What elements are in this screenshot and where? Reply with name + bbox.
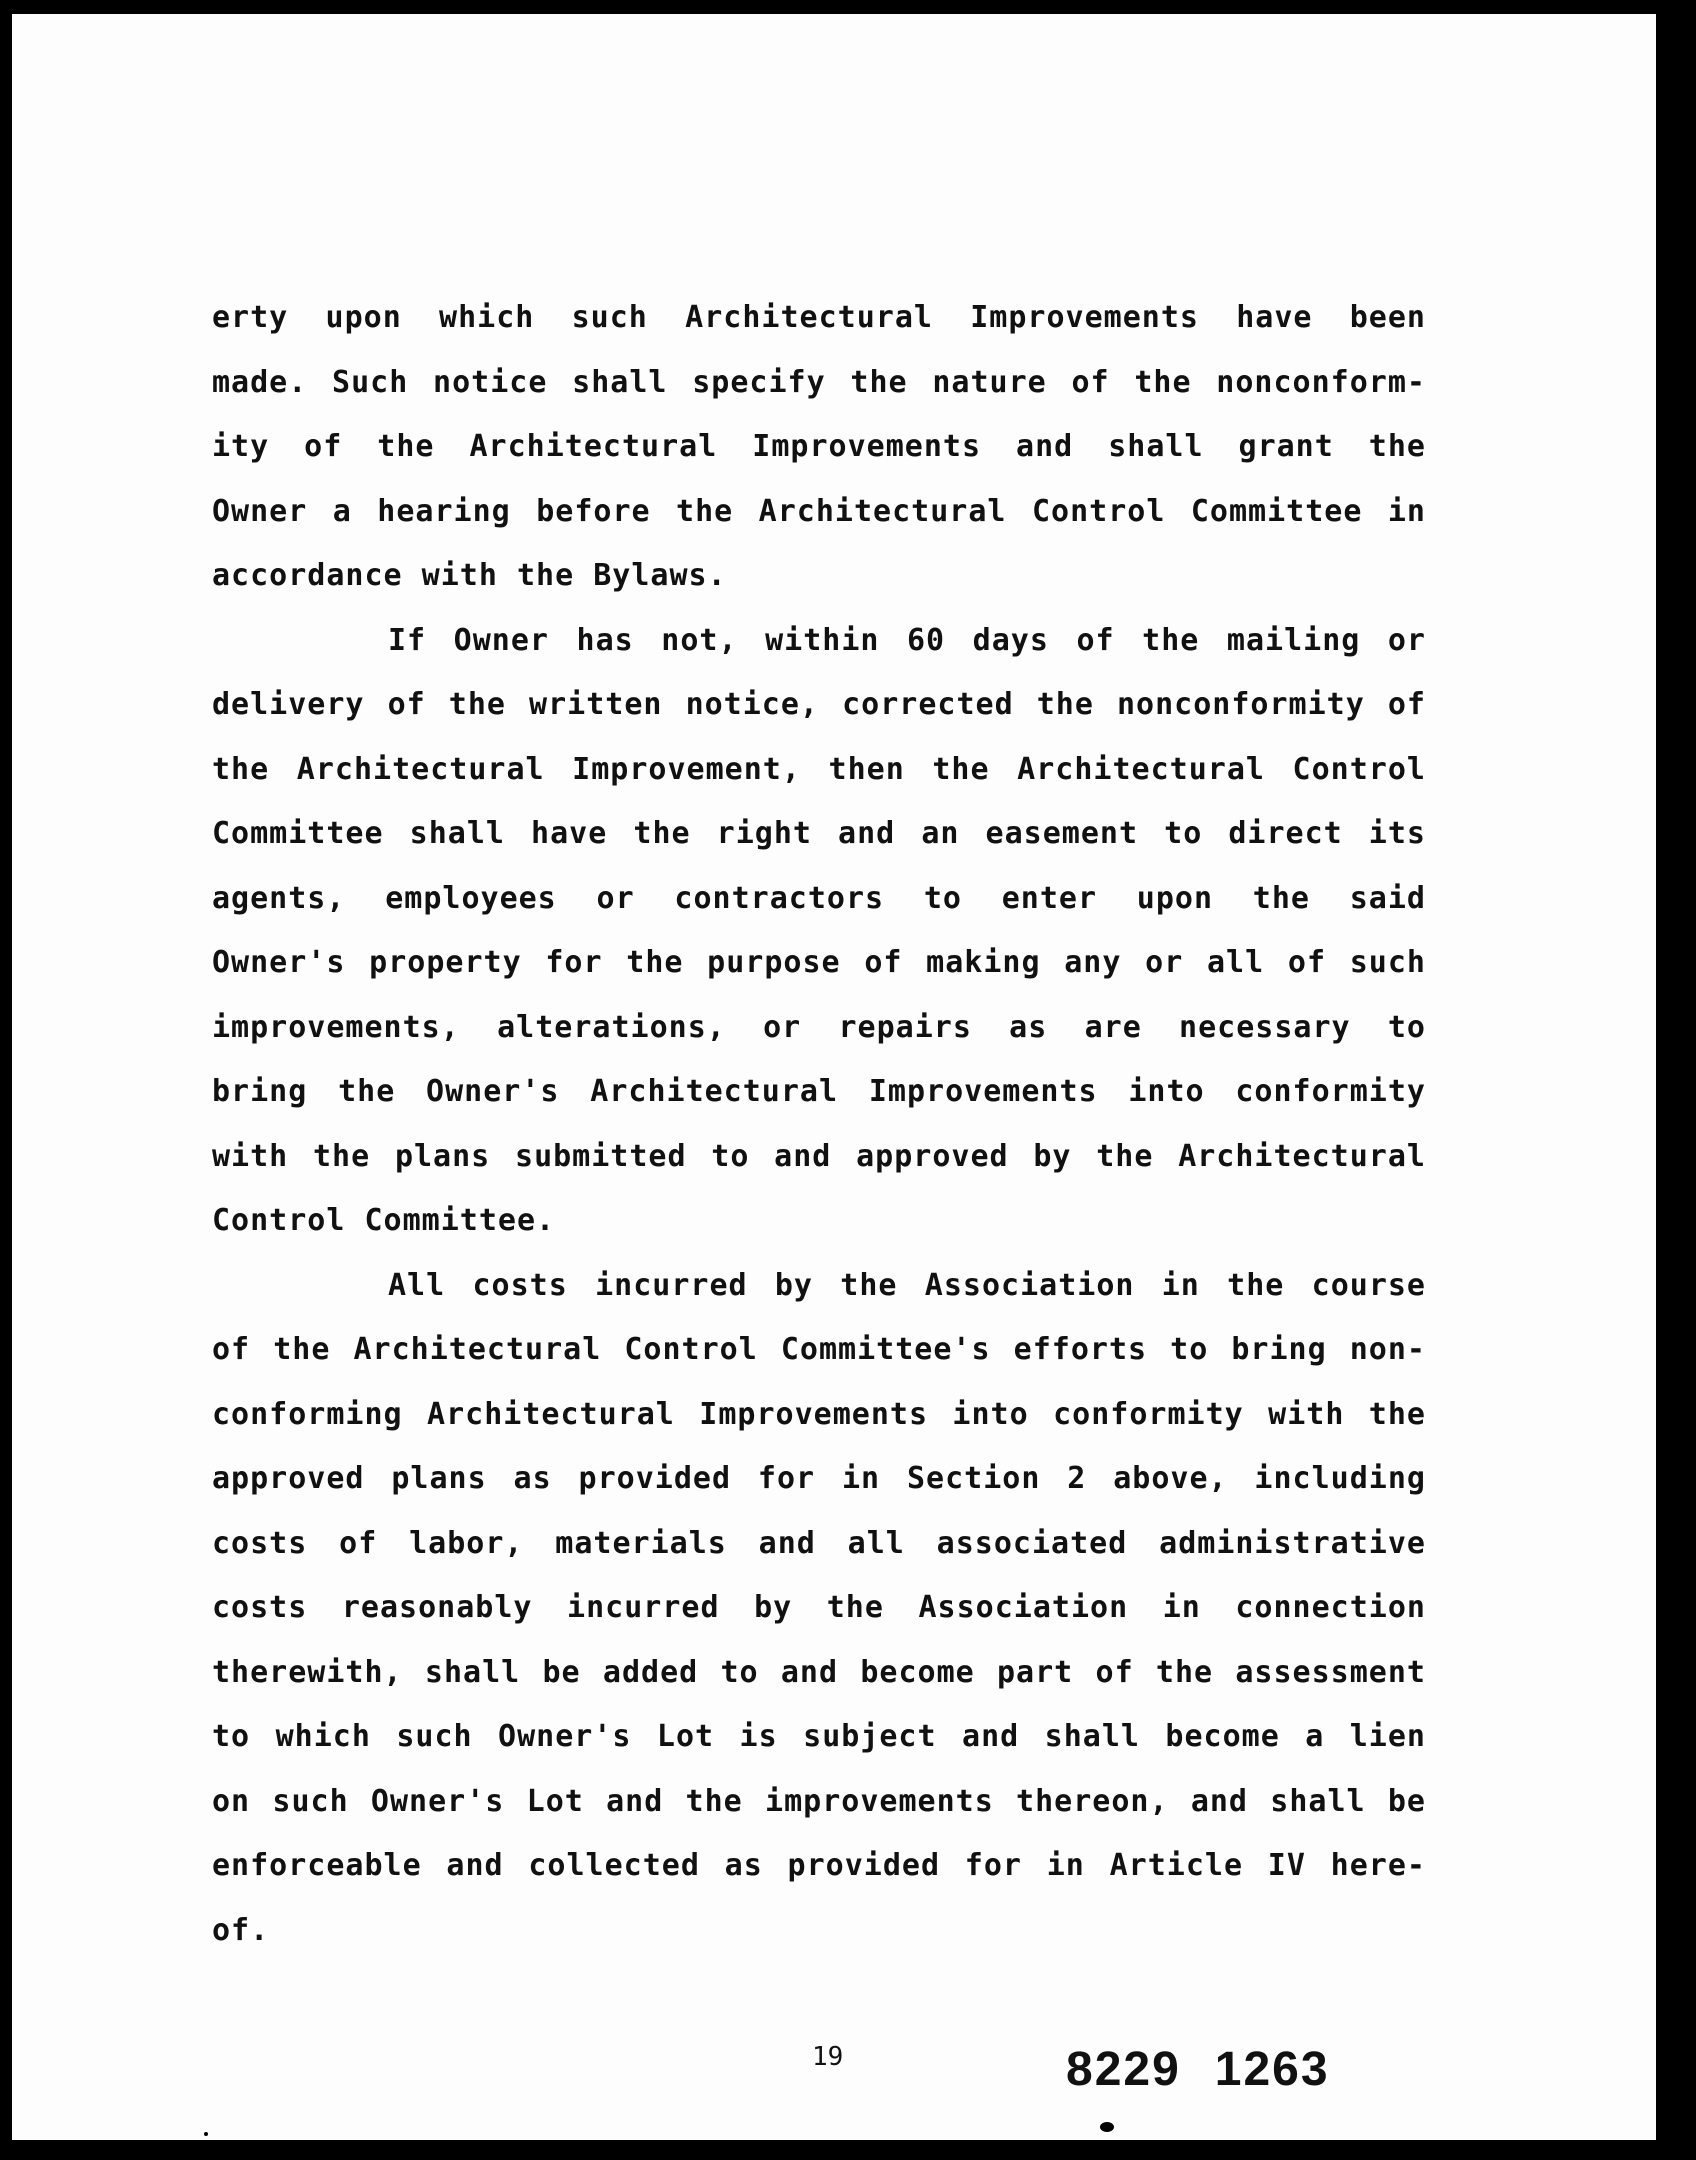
text-line: Control Committee. [212, 1203, 556, 1238]
paragraph-2 [212, 609, 1426, 1254]
text-line: conforming Architectural Improvements into conformity with the [212, 1396, 1426, 1432]
text-line: accordance with the Bylaws. [212, 558, 727, 593]
text-line: erty upon which such Architectural Improvements have been [212, 300, 1426, 335]
text-line: on such Owner's Lot and the improvements thereon, and shall be [212, 1783, 1426, 1819]
recording-reference [1066, 2042, 1330, 2097]
text-line: of. [212, 1912, 270, 1948]
text-line: enforceable and collected as provided for in Article IV here- [212, 1848, 1426, 1883]
scan-speck [1100, 2122, 1114, 2132]
text-line: to which such Owner's Lot is subject and shall become a lien [212, 1719, 1426, 1754]
text-line: costs reasonably incurred by the Association in connection [212, 1590, 1426, 1625]
text-line: agents, employees or contractors to enter upon the said [212, 880, 1426, 916]
text-line: therewith, shall be added to and become part of the assessment [212, 1654, 1426, 1690]
page-number: 19 [812, 2042, 844, 2072]
scan-speck [204, 2132, 208, 2136]
book-number: 8229 [1066, 2043, 1181, 2096]
text-line: delivery of the written notice, corrected the nonconformity of [212, 687, 1426, 722]
body-text [212, 286, 1426, 1963]
text-line: Committee shall have the right and an easement to direct its [212, 816, 1426, 851]
text-line: All costs incurred by the Association in the course [388, 1267, 1426, 1303]
text-line: bring the Owner's Architectural Improvements into conformity [212, 1074, 1426, 1109]
paragraph-1 [212, 286, 1426, 609]
document-page [12, 14, 1656, 2140]
paragraph-3 [212, 1254, 1426, 1964]
text-line: improvements, alterations, or repairs as are necessary to [212, 1009, 1426, 1045]
text-line: of the Architectural Control Committee's efforts to bring non- [212, 1332, 1426, 1367]
text-line: approved plans as provided for in Section 2 above, including [212, 1461, 1426, 1496]
text-line: ity of the Architectural Improvements and shall grant the [212, 429, 1426, 464]
page-reference: 1263 [1214, 2043, 1330, 2096]
text-line: with the plans submitted to and approved by the Architectural [212, 1138, 1426, 1174]
text-line: Owner a hearing before the Architectural Control Committee in [212, 493, 1426, 529]
text-line: costs of labor, materials and all associated administrative [212, 1525, 1426, 1561]
text-line: the Architectural Improvement, then the Architectural Control [212, 751, 1426, 787]
text-line: made. Such notice shall specify the nature of the nonconform- [212, 364, 1426, 400]
text-line: Owner's property for the purpose of making any or all of such [212, 945, 1426, 980]
text-line: If Owner has not, within 60 days of the mailing or [388, 622, 1426, 658]
